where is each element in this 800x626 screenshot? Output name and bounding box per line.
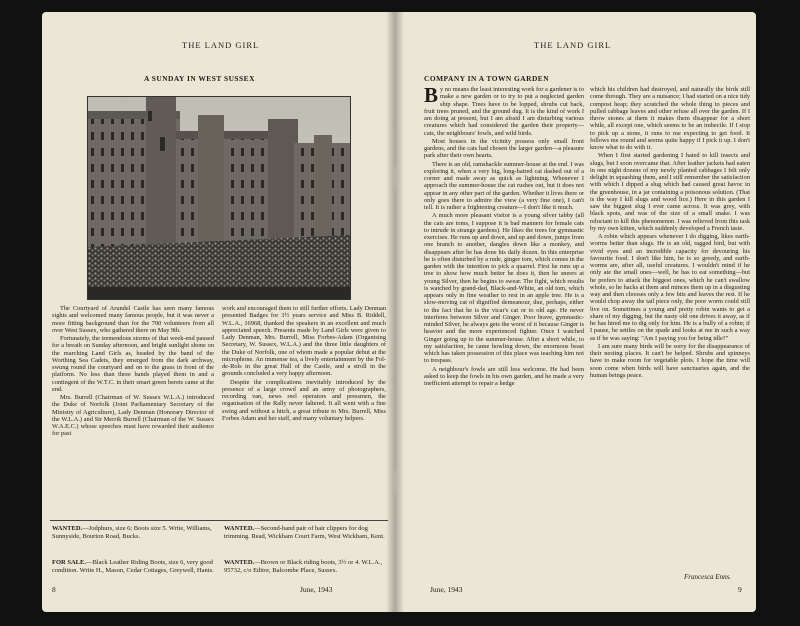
classified-ad xyxy=(224,559,386,574)
left-page xyxy=(42,12,394,612)
castle-photo xyxy=(87,96,351,300)
right-column-1 xyxy=(424,86,584,580)
ad-text: —Black Leather Riding Boots, size 6, very good condition. Write H., Mason, Cedar Cottages, Greywell, Hants. xyxy=(52,559,214,574)
paragraph: Mrs. Burrell (Chairman of W. Sussex W.L.A.) introduced the Duke of Norfolk (Joint Parliamentary Secretary of the Ministry of Agriculture), Lady Denman (Honorary Director of the W.L.A.) and Sir Merrik Burrell (Chairman of the W. Sussex W.A.E.C.) whose speeches must have rewarded their audience for past xyxy=(52,394,214,438)
classified-ad xyxy=(52,525,214,540)
paragraph: Fortunately, the tremendous storms of that week-end paused for a breath on Sunday afternoon, and bright sunlight shone on the marching Land Girls as, headed by the band of the Worthing Sea Cadets, they emerged from the dark archway, swung round the courtyard and on to the grass in front of the platform. No less than three bands played them in and a contingent of the W.T.C. in their smart green berets came at the end. xyxy=(52,335,214,393)
article-title: A SUNDAY IN WEST SUSSEX xyxy=(144,74,255,83)
ad-text: —Jodphurs, size 6; Boots size 5. Write, Williams, Sunnyside, Bourton Road, Bucks. xyxy=(52,525,212,540)
ad-heading: WANTED. xyxy=(52,525,83,532)
issue-date: June, 1943 xyxy=(300,585,333,594)
paragraph: A much more pleasant visitor is a young silver tabby (all the cats are toms, I suppose it is bad manners for female cats to intrude in strange gardens). He likes the trees for gymnastic exercises. He runs up and down, and up and down, jumps from one branch to another, dangles down like a monkey, and disappears after he has done his daily dozen. In this enterprise he is often disturbed by a rude, ginger tom, which comes in the garden with the intention to pick a quarrel. First he runs up a tree to show how much better he does it, then he sneers at young Silver, then he begins to swear. The fight, which results is watched by grand-dad, Black-and-White, an old tom, which appears only in fine weather to rest in an apple tree. He is a slow-moving cat of dignified demeanour, due, perhaps, either to the fact that he is the vicar's cat or to old age. He never interferes between Silver and Ginger. Poor brave, gymnastic-minded Silver, he always gets the worst of it because Ginger is heavier and the more experienced fighter. Once I watched Ginger going up to the summer-house. After a short while, to my satisfaction, he came howling down, the enormous beast which has taken possession of this place was teaching him not to trespass. xyxy=(424,212,584,365)
ad-text: —Brown or Black riding boots, 3½ or 4. W.L.A., 95732, c/o Editor, Balcombe Place, Sussex. xyxy=(224,559,383,574)
drop-cap: B xyxy=(424,86,439,107)
running-head: THE LAND GIRL xyxy=(534,40,612,50)
right-column-2 xyxy=(590,86,750,568)
paragraph: Most houses in the vicinity possess only small front gardens, and the cats had chosen the larger garden—a pleasure park after their own hearts. xyxy=(424,137,584,160)
paragraph: There is an old, ramshackle summer-house at the end. I was exploring it, when a very big, long-haired cat dashed out of a corner and made away as quick as lightning. Whenever I approach the summer-house the cat rushes out, but it does not appear in any other part of the garden. Whether it lives there or only goes there to admire the view (a very fine one), I can't tell. It is rather a frightening creature—I don't like it much. xyxy=(424,160,584,211)
page-number: 9 xyxy=(738,585,742,594)
article-title: COMPANY IN A TOWN GARDEN xyxy=(424,74,550,83)
staple xyxy=(393,166,397,190)
paragraph: I am sure many birds will be sorry for the disappearance of their nesting places. It can't be helped. Shrubs and spinneys have to make room for vegetable plots. I hope the time will soon come when birds will have sanctuaries again, and the human beings peace. xyxy=(590,342,750,379)
running-head: THE LAND GIRL xyxy=(182,40,260,50)
left-column-1 xyxy=(52,305,214,517)
paragraph: The Courtyard of Arundel Castle has seen many famous sights and welcomed many famous people, but it was never a more fitting background than for the 700 volunteers from all over West Sussex, who gathered there on May 9th. xyxy=(52,305,214,334)
author-signature: Francesca Enns. xyxy=(684,573,732,581)
classified-ad xyxy=(52,559,214,574)
castle-courtyard-image xyxy=(88,97,350,299)
paragraph-text: y no means the least interesting work for a gardener is to make a new garden or to try to put a neglected garden ship shape. Trees have to be lopped, shrubs cut back, fruit trees pruned, and the ground dug. It is the kind of work I am doing at present, but I am afraid I am disturbing various creatures which had considered the garden their property—cats, the neighbours' fowls, and wild birds. xyxy=(424,86,584,137)
right-page xyxy=(394,12,756,612)
paragraph: A robin which appears whenever I do digging, likes earth-worms better than slugs. He is an old, ragged bird, but with vivid eyes and an incredible capacity for devouring his favourite food. I don't like him, he is so greedy, and earth-worms are, after all, useful creatures. I wouldn't mind if he only ate the small ones—well, he has to eat something—but he prefers to attack the biggest ones, which he can't swallow whole, so he hacks at them and minces them up in a disgusting way and then chooses only a few bits and leaves the rest. If he would chop away the tail piece only, the poor worm could still live on. Sometimes a young and pretty robin wants to get a share of my digging, but the nasty old one drives it away, as if he has hired me to dig only for him. He is a bully of a robin; if I pause, he settles on the spade and looks at me in such a way as if he was saying: "Am I paying you for being idle?" xyxy=(590,233,750,342)
ad-heading: FOR SALE. xyxy=(52,559,86,566)
page-number: 8 xyxy=(52,585,56,594)
paragraph: Despite the complications inevitably introduced by the presence of a large crowd and an army of photographers, recording van, news reel operators and pressmen, the organisation of the Rally never faltered. It all went with a fine swing and without a hitch, a great tribute to Mrs. Burrell, Miss Forbes Adam and her staff, and many voluntary helpers. xyxy=(222,378,386,422)
ad-heading: WANTED. xyxy=(224,559,255,566)
ad-text: —Second-hand pair of hair clippers for dog trimming. Read, Wickham Court Farm, West Wickham, Kent. xyxy=(224,525,385,540)
staple xyxy=(393,470,397,494)
paragraph: A neighbour's fowls are still less welcome. He had been asked to keep the fowls in his own garden, and he made a very inefficient attempt to repair a hedge xyxy=(424,365,584,387)
issue-date: June, 1943 xyxy=(430,585,463,594)
classified-ads xyxy=(50,520,388,605)
classified-ad xyxy=(224,525,386,540)
ad-heading: WANTED. xyxy=(224,525,255,532)
paragraph: work and encouraged them to still further efforts. Lady Denman presented Badges for 3½ years service and Miss B. Riddell, W.L.A., 16968, thanked the speakers in an excellent and much appreciated speech. Presents made by Land Girls were given to Lady Denman, Mrs. Burrell, Miss Forbes-Adam (Organising Secretary, W. Sussex, W.L.A.) and the three little daughters of the Duke of Norfolk, one of whom made a popular debut at the microphone. An immense tea, a lively entertainment by the Fol-de-Rols in the great Hall of the Castle, and a stroll in the grounds concluded a very happy afternoon. xyxy=(222,305,386,378)
left-column-2 xyxy=(222,305,386,517)
paragraph xyxy=(424,86,584,137)
paragraph: which his children had destroyed, and naturally the birds still come through. They are a nuisance; I had started on a nice tidy compost heap; they scratched the whole thing to pieces and pulled cabbage leaves and other refuse all over the garden. If I throw stones at them it makes them disappear for a short while, all except one, which seems to be an imbecile. If I stop to pick up a stone, it runs to me expecting to get food. It follows me round and seems quite happy if I pick it up. I don't know what to do with it. xyxy=(590,86,750,151)
paragraph: When I first started gardening I hated to kill insects and slugs, but I soon overcame that. After leather jackets had eaten in one night dozens of my newly planted cabbages I felt only delight in squashing them, and I still remember the satisfaction with which I dipped a slug which had caused great havoc in the greenhouse, in a jar containing a poisonous solution. (That is the way I kill slugs and wood lice.) Here in this garden I saw the biggest slug I ever came across. It was grey, with black spots, and was of the size of a small snake. I was reluctant to kill this phenomenon. I was relieved from this task by my own kitten, which suddenly developed a French taste. xyxy=(590,152,750,232)
